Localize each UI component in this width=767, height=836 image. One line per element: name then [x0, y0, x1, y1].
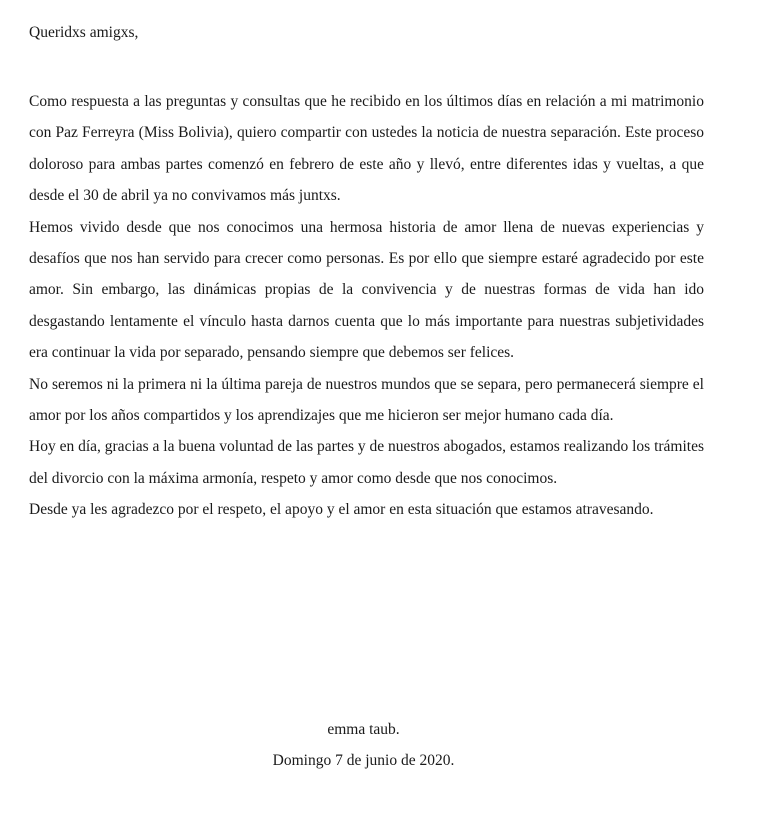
paragraph-3: No seremos ni la primera ni la última pareja de nuestros mundos que se separa, pero permanecerá siempre el amor por los años compartidos y los aprendizajes que me hicieron ser mejor humano cada día. [29, 375, 704, 425]
signature-block [0, 714, 727, 776]
paragraph-5: Desde ya les agradezco por el respeto, el apoyo y el amor en esta situación que estamos atravesando. [29, 501, 654, 519]
letter [29, 22, 704, 526]
letter-date: Domingo 7 de junio de 2020. [272, 752, 455, 769]
paragraph-1: Como respuesta a las preguntas y consultas que he recibido en los últimos días en relación a mi matrimonio con Paz Ferreyra (Miss Bolivia), quiero compartir con ustedes la noticia de nuestra separación. Este proceso doloroso para ambas partes comenzó en febrero de este año y llevó, entre diferentes idas y vueltas, a que desde el 30 de abril ya no convivamos más juntxs. [29, 93, 704, 205]
paragraph-4: Hoy en día, gracias a la buena voluntad de las partes y de nuestros abogados, estamos realizando los trámites del divorcio con la máxima armonía, respeto y amor como desde que nos conocimos. [29, 438, 704, 487]
signature: emma taub. [327, 721, 400, 738]
paragraph-2: Hemos vivido desde que nos conocimos una hermosa historia de amor llena de nuevas experiencias y desafíos que nos han servido para crecer como personas. Es por ello que siempre estaré agradecido por este amor. Sin embargo, las dinámicas propias de la convivencia y de nuestras formas de vida han ido desgastando lentamente el vínculo hasta darnos cuenta que lo más importante para nuestras subjetividades era continuar la vida por separado, pensando siempre que debemos ser felices. [29, 218, 704, 362]
letter-body [29, 86, 704, 526]
salutation: Queridxs amigxs, [29, 24, 139, 41]
